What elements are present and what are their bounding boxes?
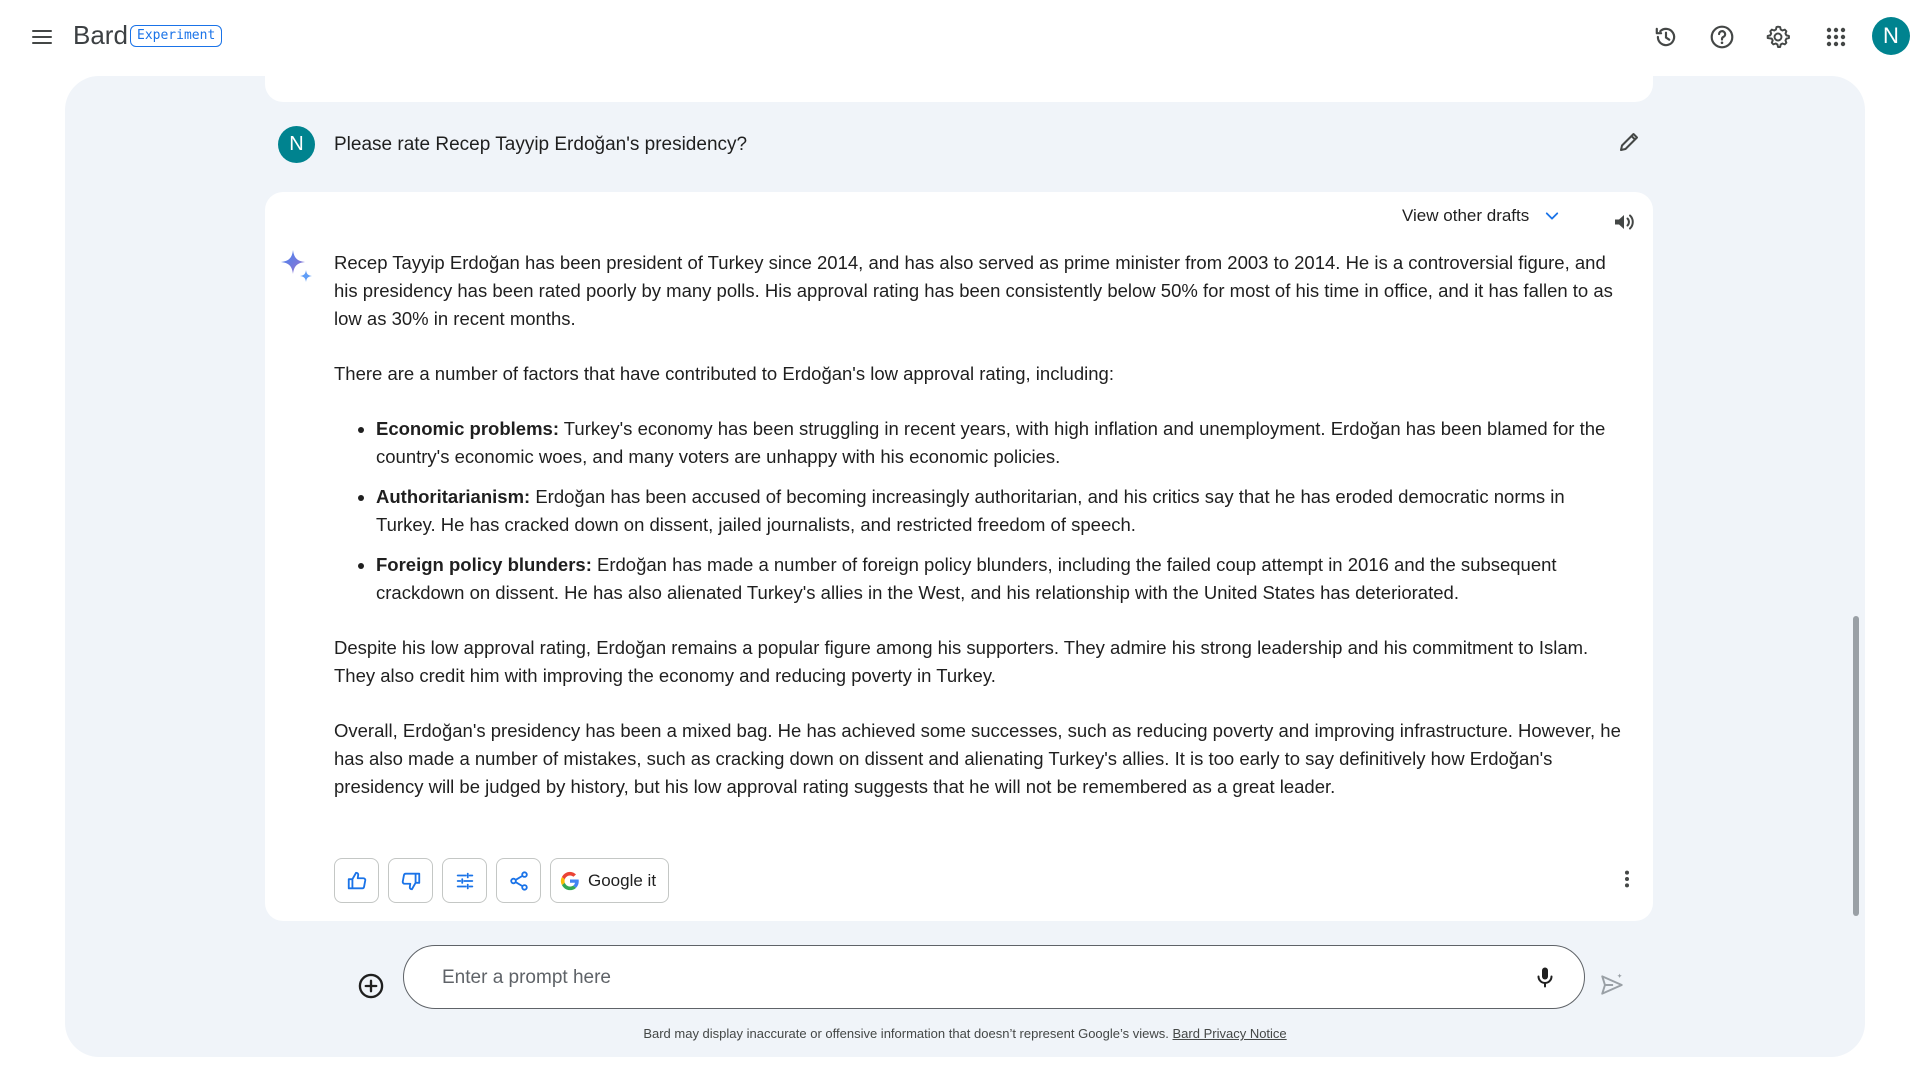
scrollbar-thumb[interactable] bbox=[1853, 616, 1859, 916]
chat-panel bbox=[65, 76, 1865, 1057]
more-vert-icon bbox=[1616, 868, 1638, 890]
top-bar bbox=[0, 0, 1920, 74]
list-item bbox=[376, 551, 1624, 607]
response-paragraph: There are a number of factors that have contributed to Erdoğan's low approval rating, including: bbox=[334, 363, 1114, 384]
list-item-text: Erdoğan has been accused of becoming increasingly authoritarian, and his critics say that he has eroded democratic norms in Turkey. He has cracked down on dissent, jailed journalists, and restricted freedom of speech. bbox=[376, 486, 1565, 535]
response-card bbox=[265, 192, 1653, 921]
response-text bbox=[334, 249, 1624, 828]
experiment-badge: Experiment bbox=[130, 25, 222, 47]
share-icon bbox=[508, 870, 530, 892]
settings-icon bbox=[1765, 24, 1791, 50]
pencil-icon bbox=[1617, 130, 1641, 154]
google-it-button[interactable] bbox=[550, 858, 669, 903]
response-paragraph: Recep Tayyip Erdoğan has been president of Turkey since 2014, and has also served as prime minister from 2003 to 2014. He is a controversial figure, and his presidency has been rated poorly by many polls. His approval rating has been consistently below 50% for most of his time in office, and it has fallen to as low as 30% in recent months. bbox=[334, 252, 1613, 329]
privacy-notice-link[interactable]: Bard Privacy Notice bbox=[1172, 1026, 1287, 1041]
speaker-icon bbox=[1612, 210, 1636, 234]
help-icon bbox=[1709, 24, 1735, 50]
response-paragraph: Despite his low approval rating, Erdoğan remains a popular figure among his supporters. They admire his strong leadership and his commitment to Islam. They also credit him with improving the economy and reducing poverty in Turkey. bbox=[334, 637, 1589, 686]
google-it-label: Google it bbox=[588, 870, 657, 890]
google-g-icon bbox=[560, 871, 580, 891]
tune-icon bbox=[454, 870, 476, 892]
history-icon bbox=[1653, 24, 1679, 50]
thumb-up-button[interactable] bbox=[334, 858, 379, 903]
response-paragraph: Overall, Erdoğan's presidency has been a mixed bag. He has achieved some successes, such as reducing poverty and improving infrastructure. However, he has also made a number of mistakes, such as cracking down on dissent and alienating Turkey's allies. It is too early to say definitively how Erdoğan's presidency will be judged by history, but his low approval rating suggests that he will not be remembered as a great leader. bbox=[334, 720, 1621, 797]
send-button[interactable] bbox=[1592, 965, 1632, 1005]
activity-history-button[interactable] bbox=[1644, 15, 1688, 59]
list-item-title: Economic problems: bbox=[376, 418, 559, 439]
app-title[interactable]: Bard bbox=[73, 20, 128, 50]
list-item-text: Turkey's economy has been struggling in recent years, with high inflation and unemployment. Erdoğan has been blamed for the country's economic woes, and many voters are unhappy with his economic policies. bbox=[376, 418, 1606, 467]
disclaimer bbox=[65, 1026, 1865, 1041]
thumb-up-icon bbox=[346, 870, 368, 892]
prompt-input[interactable] bbox=[440, 960, 1444, 996]
list-item-title: Authoritarianism: bbox=[376, 486, 531, 507]
edit-prompt-button[interactable] bbox=[1609, 122, 1649, 162]
response-actions bbox=[334, 858, 669, 903]
chevron-down-icon bbox=[1543, 207, 1561, 225]
apps-icon bbox=[1824, 25, 1848, 49]
upload-image-button[interactable] bbox=[351, 966, 391, 1006]
main-menu-button[interactable] bbox=[21, 16, 63, 58]
list-item bbox=[376, 483, 1624, 539]
thumb-down-button[interactable] bbox=[388, 858, 433, 903]
account-avatar[interactable]: N bbox=[1872, 17, 1910, 55]
thumb-down-icon bbox=[400, 870, 422, 892]
previous-response-card bbox=[265, 76, 1653, 102]
view-other-drafts-button[interactable] bbox=[1402, 206, 1561, 226]
bard-sparkle-icon bbox=[279, 248, 315, 286]
voice-input-button[interactable] bbox=[1526, 958, 1564, 996]
send-icon bbox=[1599, 972, 1625, 998]
share-button[interactable] bbox=[496, 858, 541, 903]
settings-button[interactable] bbox=[1756, 15, 1800, 59]
more-options-button[interactable] bbox=[1607, 859, 1647, 899]
help-button[interactable] bbox=[1700, 15, 1744, 59]
disclaimer-text: Bard may display inaccurate or offensive information that doesn’t represent Google’s views. bbox=[643, 1026, 1169, 1041]
user-prompt-text: Please rate Recep Tayyip Erdoğan's presidency? bbox=[334, 134, 748, 155]
listen-button[interactable] bbox=[1604, 202, 1644, 242]
google-apps-button[interactable] bbox=[1814, 15, 1858, 59]
microphone-icon bbox=[1533, 965, 1557, 989]
add-circle-icon bbox=[357, 972, 385, 1000]
factor-list bbox=[334, 415, 1624, 607]
list-item-title: Foreign policy blunders: bbox=[376, 554, 592, 575]
modify-response-button[interactable] bbox=[442, 858, 487, 903]
menu-icon bbox=[30, 25, 54, 49]
list-item bbox=[376, 415, 1624, 471]
user-message bbox=[278, 126, 1653, 172]
view-drafts-label: View other drafts bbox=[1402, 206, 1530, 225]
prompt-box[interactable] bbox=[403, 945, 1585, 1009]
list-item-text: Erdoğan has made a number of foreign policy blunders, including the failed coup attempt in 2016 and the subsequent crackdown on dissent. He has also alienated Turkey's allies in the West, and his relationship with the United States has deteriorated. bbox=[376, 554, 1557, 603]
user-avatar: N bbox=[278, 126, 315, 163]
